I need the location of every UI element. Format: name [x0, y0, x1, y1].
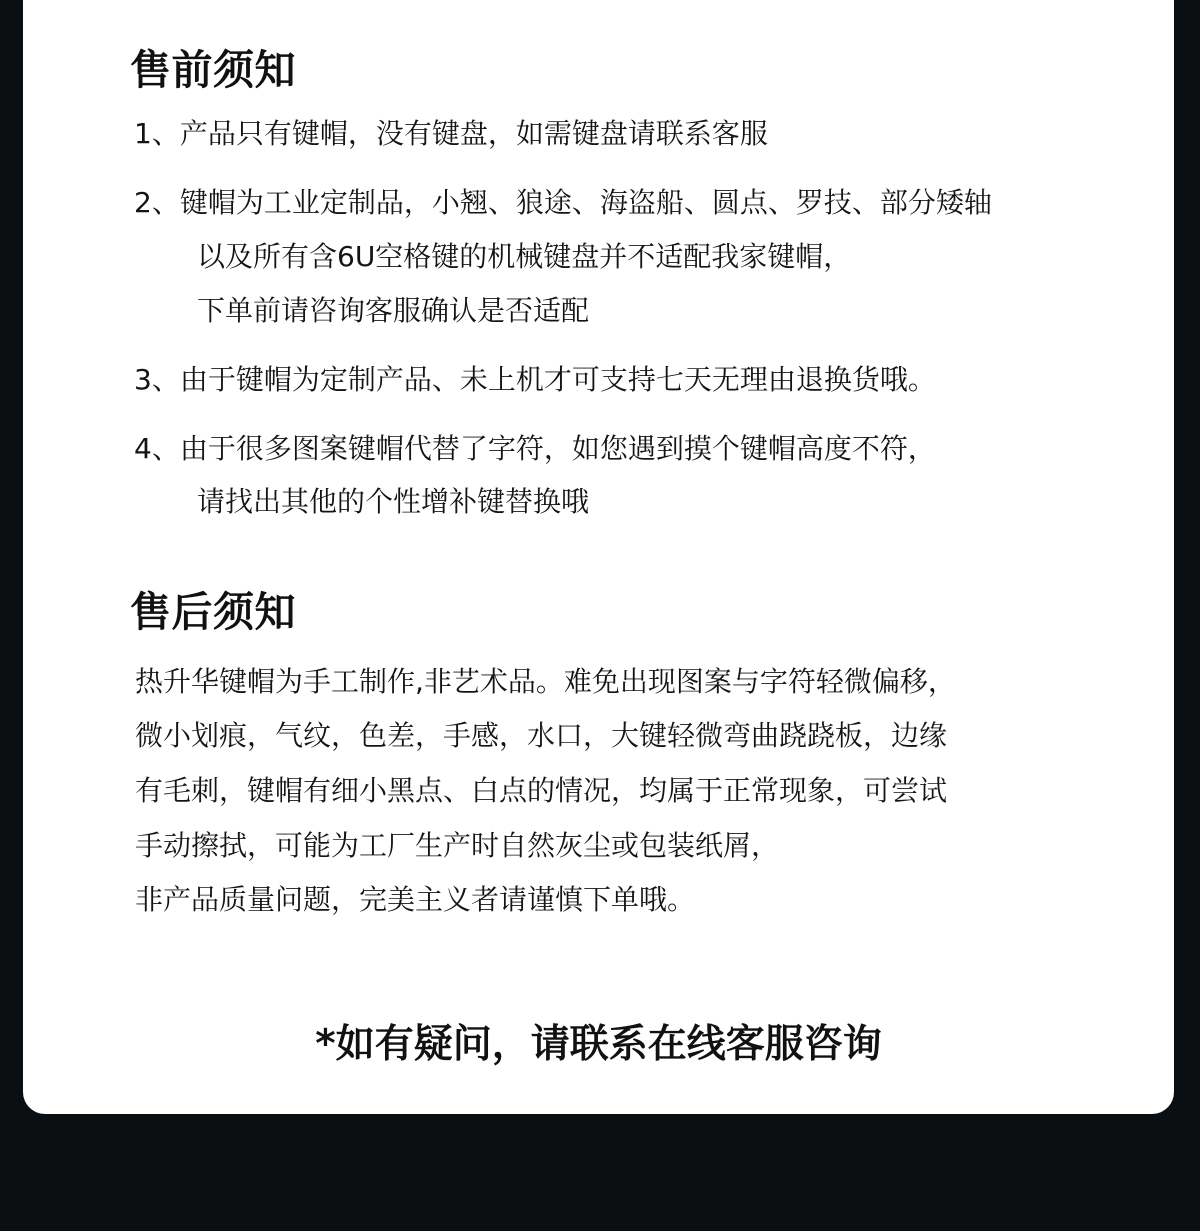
pre-sale-item-4-line-1: 4、由于很多图案键帽代替了字符，如您遇到摸个键帽高度不符，	[134, 432, 936, 465]
after-sale-line-4: 手动擦拭，可能为工厂生产时自然灰尘或包装纸屑，	[135, 829, 780, 862]
pre-sale-item-4-line-2: 请找出其他的个性增补键替换哦	[197, 485, 590, 518]
pre-sale-heading: 售前须知	[130, 46, 296, 94]
after-sale-line-1: 热升华键帽为手工制作,非艺术品。难免出现图案与字符轻微偏移，	[135, 665, 956, 698]
after-sale-line-5: 非产品质量问题，完美主义者请谨慎下单哦。	[135, 883, 696, 916]
pre-sale-item-1-line-1: 1、产品只有键帽，没有键盘，如需键盘请联系客服	[134, 117, 768, 150]
after-sale-line-2: 微小划痕，气纹，色差，手感，水口，大键轻微弯曲跷跷板，边缘	[135, 719, 948, 752]
after-sale-line-3: 有毛刺，键帽有细小黑点、白点的情况，均属于正常现象，可尝试	[135, 774, 948, 807]
after-sale-heading: 售后须知	[130, 588, 296, 636]
contact-note: *如有疑问，请联系在线客服咨询	[315, 1022, 882, 1067]
pre-sale-item-2-line-2: 以及所有含6U空格键的机械键盘并不适配我家键帽，	[197, 240, 852, 273]
notice-card	[23, 0, 1174, 1114]
pre-sale-item-2-line-3: 下单前请咨询客服确认是否适配	[197, 294, 590, 327]
pre-sale-item-3-line-1: 3、由于键帽为定制产品、未上机才可支持七天无理由退换货哦。	[134, 363, 936, 396]
pre-sale-item-2-line-1: 2、键帽为工业定制品，小翘、狼途、海盗船、圆点、罗技、部分矮轴	[134, 186, 992, 219]
